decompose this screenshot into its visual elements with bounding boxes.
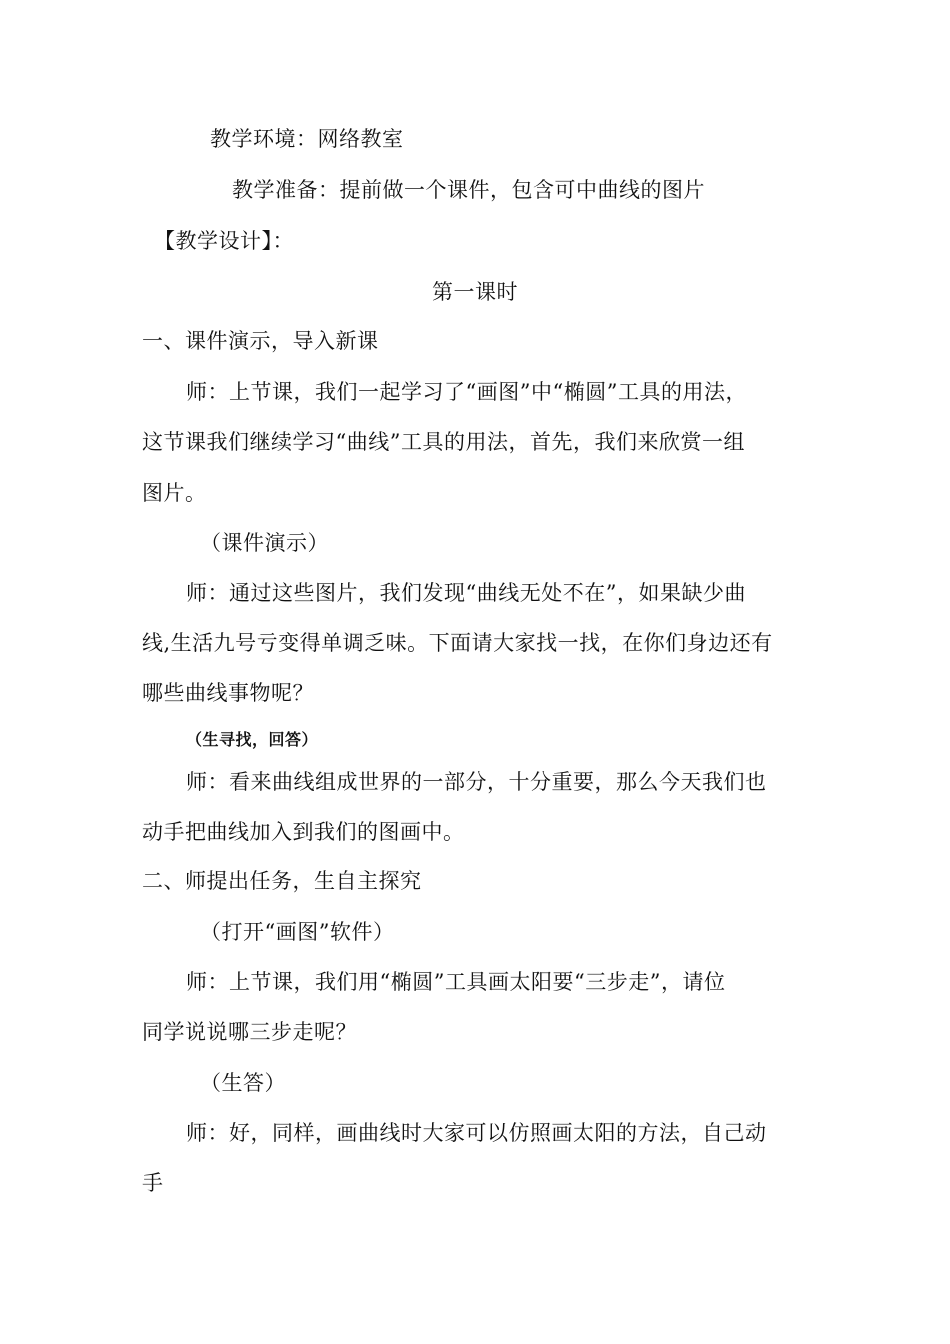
paragraph-3-line-2: 动手把曲线加入到我们的图画中。 xyxy=(142,820,465,844)
design-heading: 【教学设计】： xyxy=(154,229,294,253)
section-1-heading: 一、课件演示，导入新课 xyxy=(142,329,379,353)
paragraph-2-line-2: 线,生活九号亏变得单调乏味。下面请大家找一找，在你们身边还有 xyxy=(142,631,773,655)
paragraph-1-line-1: 师：上节课，我们一起学习了“画图”中“椭圆”工具的用法， xyxy=(186,380,747,404)
paragraph-1-line-3: 图片。 xyxy=(142,481,207,505)
paragraph-2-line-3: 哪些曲线事物呢？ xyxy=(142,681,314,705)
note-open-paint: （打开“画图”软件） xyxy=(200,920,395,944)
paragraph-2-line-1: 师：通过这些图片，我们发现“曲线无处不在”，如果缺少曲 xyxy=(186,581,746,605)
paragraph-3-line-1: 师：看来曲线组成世界的一部分，十分重要，那么今天我们也 xyxy=(186,770,767,794)
teaching-environment: 教学环境：网络教室 xyxy=(210,127,404,151)
paragraph-5-line-2: 手 xyxy=(142,1171,164,1195)
paragraph-5-line-1: 师：好，同样，画曲线时大家可以仿照画太阳的方法，自己动 xyxy=(186,1121,767,1145)
paragraph-1-line-2: 这节课我们继续学习“曲线”工具的用法，首先，我们来欣赏一组 xyxy=(142,430,745,454)
note-students-search: （生寻找，回答） xyxy=(186,730,319,749)
paragraph-4-line-2: 同学说说哪三步走呢？ xyxy=(142,1020,357,1044)
lesson-title: 第一课时 xyxy=(432,280,518,304)
teaching-preparation: 教学准备：提前做一个课件，包含可中曲线的图片 xyxy=(232,178,705,202)
section-2-heading: 二、师提出任务，生自主探究 xyxy=(142,869,422,893)
note-students-answer: （生答） xyxy=(200,1071,286,1095)
note-courseware-demo: （课件演示） xyxy=(200,531,329,555)
paragraph-4-line-1: 师：上节课，我们用“椭圆”工具画太阳要“三步走”，请位 xyxy=(186,970,726,994)
